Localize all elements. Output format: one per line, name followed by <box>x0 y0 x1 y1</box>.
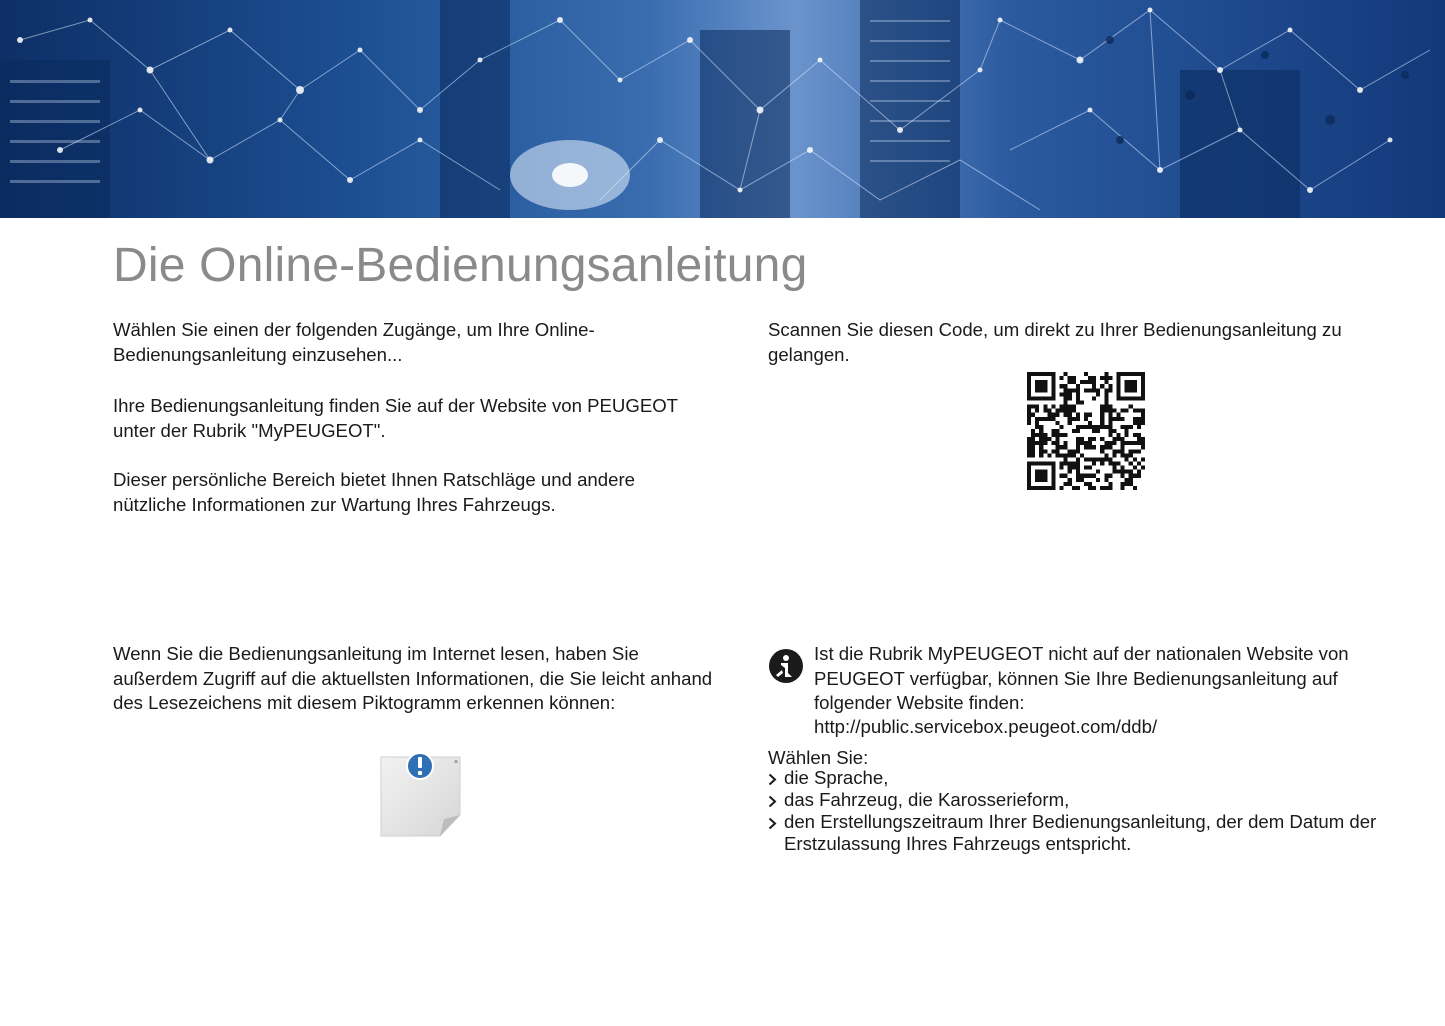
info-icon <box>768 648 804 684</box>
bookmark-note-icon <box>378 751 464 839</box>
svg-text:×: × <box>454 759 459 766</box>
qr-code[interactable] <box>1027 372 1145 490</box>
personal-area-text: Dieser persönliche Bereich bietet Ihnen Ratschläge und andere nützliche Informationen zur Wartung Ihres Fahrzeugs. <box>113 469 635 515</box>
choice-list <box>768 767 1398 855</box>
intro-text: Wählen Sie einen der folgenden Zugänge, um Ihre Online-Bedienungsanleitung einzusehen... <box>113 319 595 365</box>
choice-language: die Sprache, <box>784 767 889 788</box>
list-item <box>768 789 1398 811</box>
website-text: Ihre Bedienungsanleitung finden Sie auf der Website von PEUGEOT unter der Rubrik "MyPEUGEOT". <box>113 395 678 441</box>
choice-edition-period: den Erstellungszeitraum Ihrer Bedienungsanleitung, der dem Datum der Erstzulassung Ihres Fahrzeugs entspricht. <box>784 811 1377 854</box>
list-item <box>768 811 1398 855</box>
chevron-right-icon <box>768 795 777 808</box>
servicebox-url[interactable]: http://public.servicebox.peugeot.com/ddb/ <box>814 716 1158 737</box>
scan-text: Scannen Sie diesen Code, um direkt zu Ihrer Bedienungsanleitung zu gelangen. <box>768 319 1342 365</box>
choose-label: Wählen Sie: <box>768 747 869 768</box>
list-item <box>768 767 1398 789</box>
alternative-site-text: Ist die Rubrik MyPEUGEOT nicht auf der nationalen Website von PEUGEOT verfügbar, können Sie Ihre Bedienungsanleitung auf folgender Website finden: <box>814 643 1349 713</box>
banner-network-graphic <box>0 0 1445 218</box>
page-title: Die Online-Bedienungsanleitung <box>113 239 808 292</box>
header-banner <box>0 0 1445 218</box>
choice-vehicle: das Fahrzeug, die Karosserieform, <box>784 789 1070 810</box>
chevron-right-icon <box>768 817 777 830</box>
chevron-right-icon <box>768 773 777 786</box>
online-reading-text: Wenn Sie die Bedienungsanleitung im Internet lesen, haben Sie außerdem Zugriff auf die aktuellsten Informationen, die Sie leicht anhand des Lesezeichens mit diesem Piktogramm erkennen können: <box>113 643 713 713</box>
